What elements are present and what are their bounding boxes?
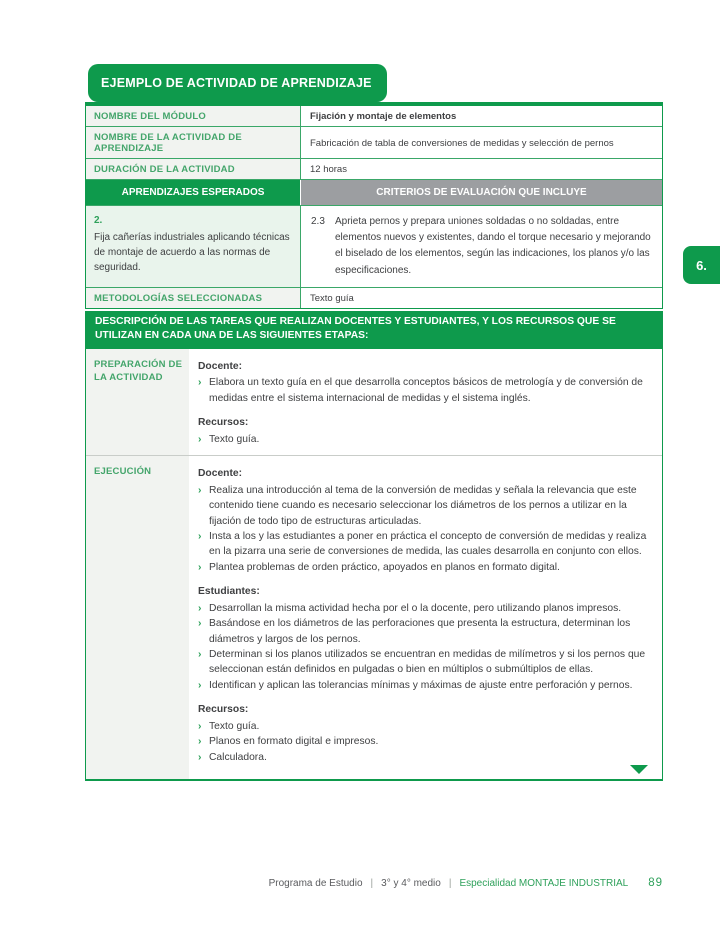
list-item: › Plantea problemas de orden práctico, apoyados en planos en formato digital. [198, 560, 648, 575]
evaluation-criteria-cell [301, 206, 662, 287]
chevron-bullet-icon: › [198, 377, 202, 389]
footer-separator: | [448, 878, 452, 889]
table-row [86, 106, 662, 127]
chevron-bullet-icon: › [198, 484, 202, 496]
section-heading: Recursos: [198, 704, 249, 716]
list-item: › Planos en formato digital e impresos. [198, 734, 648, 749]
footer-separator: | [370, 878, 374, 889]
table-row [86, 159, 662, 180]
table-row [86, 127, 662, 159]
module-name-value: Fijación y montaje de elementos [310, 111, 457, 122]
page-title: EJEMPLO DE ACTIVIDAD DE APRENDIZAJE [101, 76, 372, 90]
list-item: › Texto guía. [198, 719, 648, 734]
evaluation-criteria-header: CRITERIOS DE EVALUACIÓN QUE INCLUYE [301, 180, 662, 205]
activity-name-value: Fabricación de tabla de conversiones de medidas y selección de pernos [310, 137, 614, 149]
section-heading: Docente: [198, 468, 243, 480]
chevron-bullet-icon: › [198, 530, 202, 542]
chevron-bullet-icon: › [198, 679, 202, 691]
section-heading: Docente: [198, 361, 243, 372]
section-heading: Recursos: [198, 417, 249, 429]
list-item: › Insta a los y las estudiantes a poner en práctica el concepto de conversión de medidas y realiza en la pizarra una serie de conversiones de medida, las cuales desarrolla en conjunto con ellos. [198, 529, 648, 560]
section-heading: Estudiantes: [198, 586, 260, 598]
list-item: › Basándose en los diámetros de las perforaciones que presenta la estructura, determinan los diámetros y largos de los pernos. [198, 616, 648, 647]
criteria-text: Aprieta pernos y prepara uniones soldadas o no soldadas, entre elementos nuevos y existentes, dando el torque necesario y mejorando el biselado de los elementos, según las indicaciones, los planos y/o las especificaciones. [335, 216, 651, 276]
chevron-bullet-icon: › [198, 561, 202, 573]
methodologies-value: Texto guía [310, 292, 354, 304]
stages-table [85, 348, 663, 781]
list-item: › Desarrollan la misma actividad hecha por el o la docente, pero utilizando planos impresos. [198, 601, 648, 616]
list-item: › Realiza una introducción al tema de la conversión de medidas y señala la relevancia que este contenido tiene cuando es necesario seleccionar los diámetros de los pernos a utilizar en la fijación de todo tipo de estructuras articuladas. [198, 483, 648, 529]
list-item: › Identifican y aplican las tolerancias mínimas y máximas de ajuste entre perforación y pernos. [198, 678, 648, 693]
activity-title-banner [88, 64, 387, 102]
stage-row-ejecucion [86, 455, 662, 779]
list-item: › Determinan si los planos utilizados se encuentran en medidas de milímetros y si los pernos que seleccionan están definidos en pulgadas o bien en múltiplos o submúltiplos de ellas. [198, 647, 648, 678]
footer-program: Programa de Estudio [268, 878, 363, 889]
criteria-number: 2.3 [311, 216, 325, 227]
section-recursos [198, 702, 648, 765]
methodologies-label: METODOLOGÍAS SELECCIONADAS [86, 288, 301, 308]
duration-label: DURACIÓN DE LA ACTIVIDAD [86, 159, 301, 179]
expected-learning-number: 2. [94, 215, 103, 226]
module-name-label: NOMBRE DEL MÓDULO [86, 106, 301, 126]
expected-learning-cell [86, 206, 301, 287]
footer-grade: 3° y 4° medio [381, 878, 441, 889]
activity-info-table [85, 102, 663, 309]
section-docente [198, 466, 648, 575]
chapter-tab [683, 246, 720, 284]
chevron-bullet-icon: › [198, 720, 202, 732]
stage-label-ejecucion: EJECUCIÓN [86, 456, 189, 779]
list-item: › Texto guía. [198, 432, 648, 447]
chevron-bullet-icon: › [198, 602, 202, 614]
tasks-description-bar [85, 311, 663, 349]
learning-criteria-row [86, 206, 662, 288]
chapter-tab-label: 6. [696, 257, 707, 273]
stage-content-preparacion [189, 349, 662, 455]
chevron-bullet-icon: › [198, 618, 202, 630]
duration-value: 12 horas [310, 164, 347, 175]
chevron-bullet-icon: › [198, 751, 202, 763]
table-header-row [86, 180, 662, 206]
section-estudiantes [198, 584, 648, 693]
list-item: › Elabora un texto guía en el que desarrolla conceptos básicos de metrología y de conversión de medidas entre el sistema internacional de medidas y el sistema inglés. [198, 375, 648, 406]
stage-content-ejecucion [189, 456, 662, 779]
chevron-bullet-icon: › [198, 736, 202, 748]
list-item: › Calculadora. [198, 750, 648, 765]
section-docente [198, 359, 648, 406]
activity-name-label: NOMBRE DE LA ACTIVIDAD DE APRENDIZAJE [86, 127, 301, 158]
continuation-arrow-icon [630, 765, 648, 774]
footer-specialty: Especialidad MONTAJE INDUSTRIAL [459, 878, 629, 889]
page-footer [269, 877, 663, 889]
section-recursos [198, 415, 648, 447]
expected-learning-text: Fija cañerías industriales aplicando técnicas de montaje de acuerdo a las normas de seguridad. [94, 232, 290, 273]
expected-learning-header: APRENDIZAJES ESPERADOS [86, 180, 301, 205]
page-number: 89 [648, 877, 663, 889]
stage-label-preparacion: PREPARACIÓN DE LA ACTIVIDAD [86, 349, 189, 455]
chevron-bullet-icon: › [198, 649, 202, 660]
table-row [86, 288, 662, 308]
tasks-description-text: DESCRIPCIÓN DE LAS TAREAS QUE REALIZAN DOCENTES Y ESTUDIANTES, Y LOS RECURSOS QUE SE UTILIZAN EN CADA UNA DE LAS SIGUIENTES ETAPAS: [95, 316, 616, 342]
stage-row-preparacion [86, 349, 662, 455]
chevron-bullet-icon: › [198, 433, 202, 445]
